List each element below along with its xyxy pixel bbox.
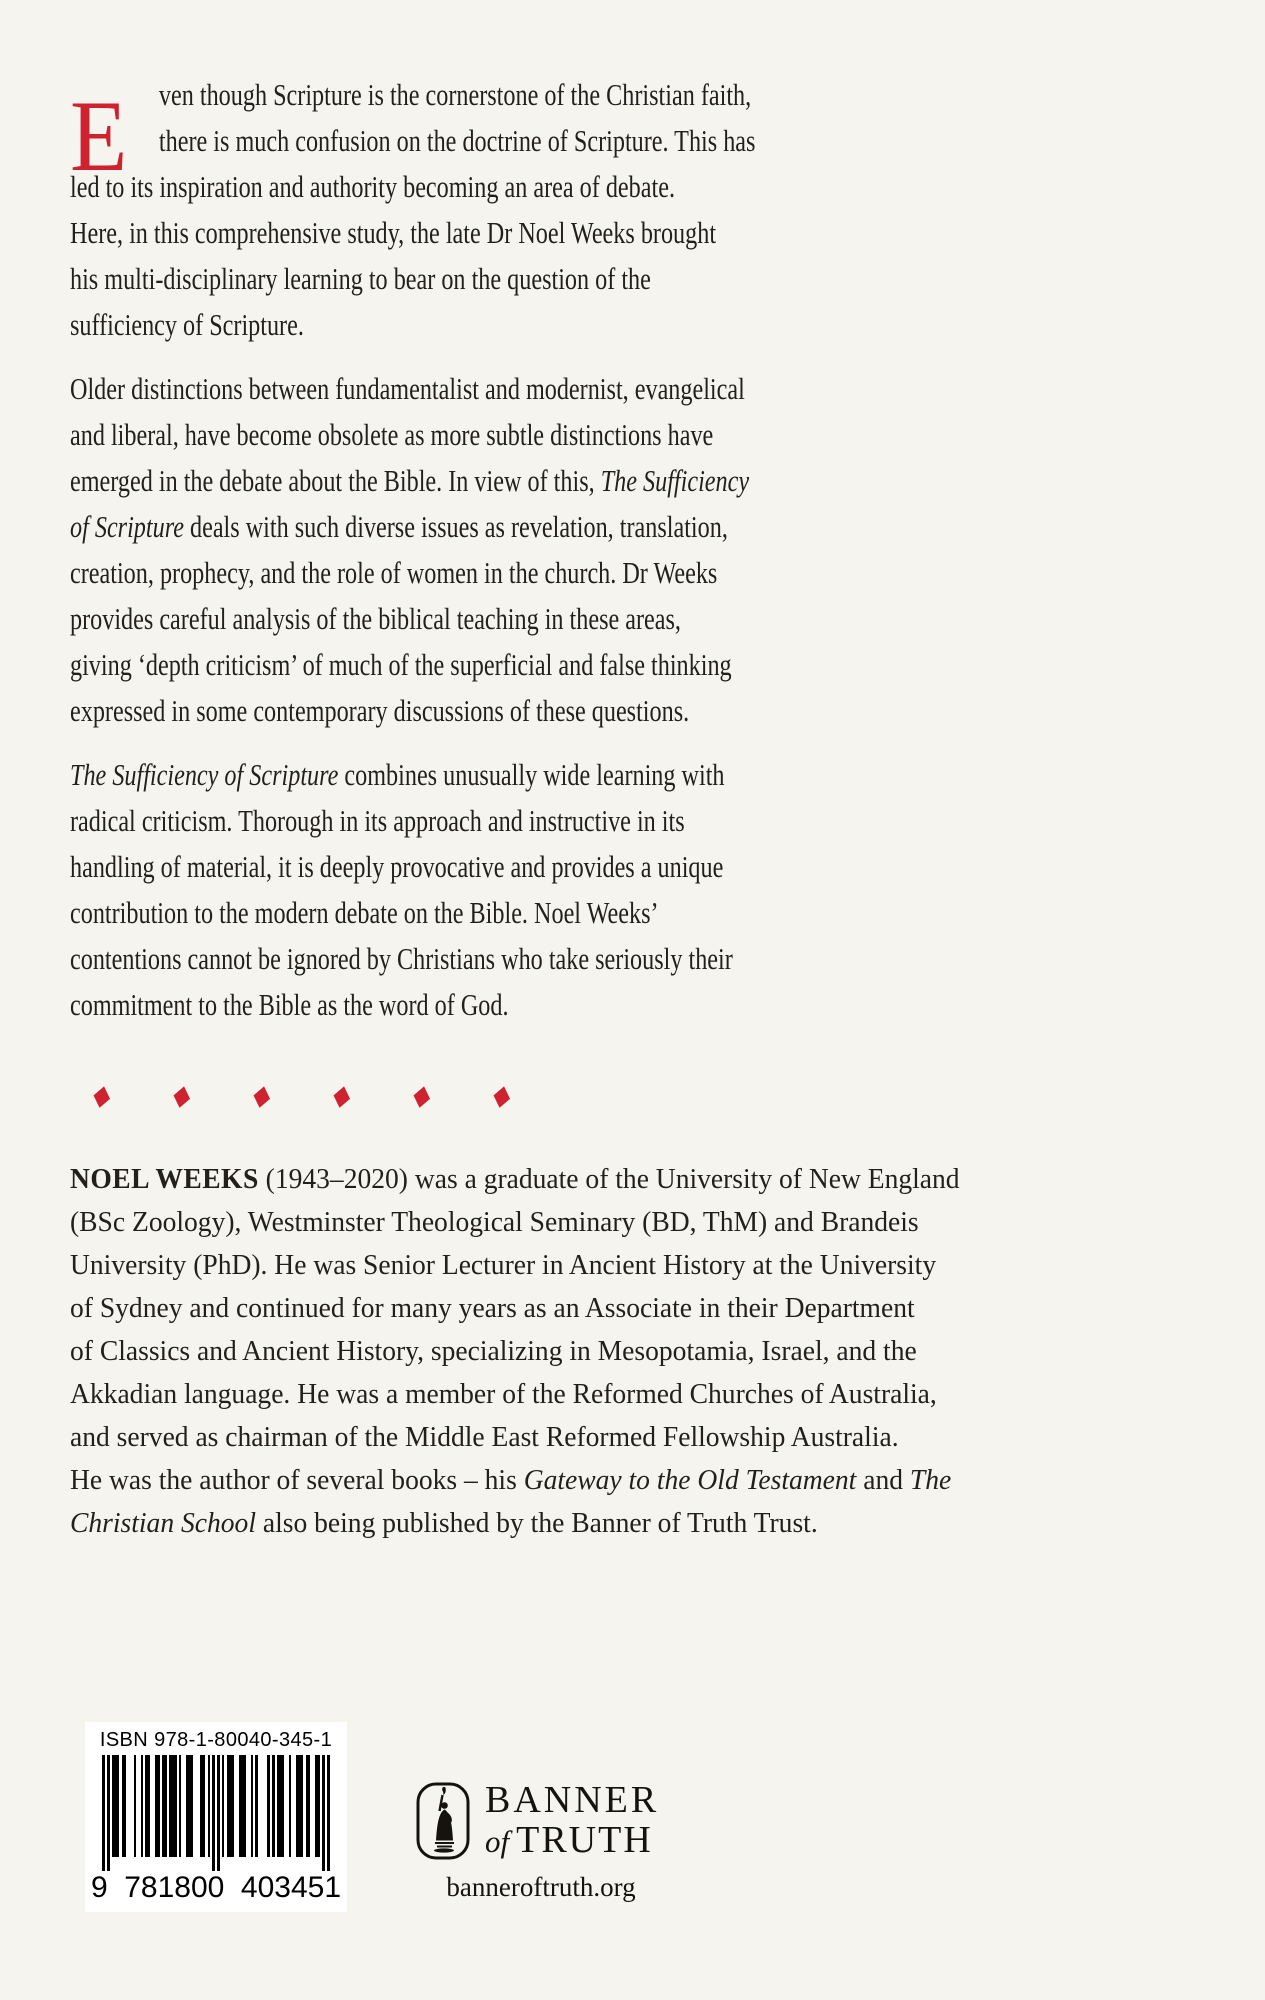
text-line (70, 366, 881, 412)
text-run: Older distinctions between fundamentalist and modernist, evangelical (70, 371, 745, 406)
italic-text-run: The Sufficiency of Scripture (70, 757, 339, 792)
text-run: and liberal, have become obsolete as more subtle distinctions have (70, 417, 714, 452)
text-line (70, 210, 881, 256)
diamond-ornament-row (84, 1078, 518, 1119)
diamond-icon: ♦ (324, 1078, 359, 1119)
text-line (70, 1244, 1115, 1287)
text-line (70, 642, 881, 688)
italic-text-run: The (909, 1464, 952, 1496)
text-line (70, 302, 881, 348)
text-line (70, 1158, 1115, 1201)
barcode-digit-group: 9 (91, 1871, 108, 1904)
paragraph (70, 366, 881, 734)
italic-text-run: of Scripture (70, 509, 184, 544)
text-run: deals with such diverse issues as revelation, translation, (183, 509, 728, 544)
text-run: contribution to the modern debate on the Bible. Noel Weeks’ (70, 895, 659, 930)
text-run: handling of material, it is deeply provocative and provides a unique (70, 849, 724, 884)
text-line (70, 550, 881, 596)
italic-text-run: The Sufficiency (600, 463, 750, 498)
text-line (70, 412, 881, 458)
isbn-label: ISBN 978-1-80040-345-1 (99, 1729, 333, 1751)
paragraph (70, 72, 881, 348)
text-line (70, 596, 881, 642)
text-run: giving ‘depth criticism’ of much of the superficial and false thinking (70, 647, 732, 682)
publisher-name-of: of (485, 1824, 510, 1859)
barcode-bars (102, 1755, 329, 1871)
text-line (70, 504, 881, 550)
text-run: of Classics and Ancient History, specializing in Mesopotamia, Israel, and the (70, 1335, 917, 1367)
text-run: expressed in some contemporary discussions of these questions. (70, 693, 690, 728)
text-run: sufficiency of Scripture. (70, 307, 304, 342)
text-run: Akkadian language. He was a member of the Reformed Churches of Australia, (70, 1378, 937, 1410)
text-line (70, 1416, 1115, 1459)
text-run: and (856, 1464, 910, 1496)
text-line (70, 844, 881, 890)
text-run: emerged in the debate about the Bible. In view of this, (70, 463, 601, 498)
text-line (70, 1459, 1115, 1502)
text-run: (BSc Zoology), Westminster Theological Seminary (BD, ThM) and Brandeis (70, 1206, 919, 1238)
text-run: his multi-disciplinary learning to bear on the question of the (70, 261, 651, 296)
text-run: there is much confusion on the doctrine of Scripture. This has (158, 123, 756, 158)
text-line (70, 72, 881, 118)
text-run: He was the author of several books – his (70, 1464, 524, 1496)
text-line (70, 1201, 1115, 1244)
publisher-name-of-truth (485, 1820, 659, 1862)
text-run: and served as chairman of the Middle East Reformed Fellowship Australia. (70, 1421, 899, 1453)
text-run: of Sydney and continued for many years as an Associate in their Department (70, 1292, 915, 1324)
barcode-digit-group: 403451 (240, 1871, 341, 1904)
text-run: commitment to the Bible as the word of God. (70, 987, 509, 1022)
text-run: combines unusually wide learning with (338, 757, 725, 792)
publisher-block (416, 1780, 666, 1903)
text-run: radical criticism. Thorough in its approach and instructive in its (70, 803, 685, 838)
diamond-icon: ♦ (244, 1078, 279, 1119)
text-run: led to its inspiration and authority becoming an area of debate. (70, 169, 675, 204)
diamond-icon: ♦ (484, 1078, 518, 1119)
text-line (70, 752, 881, 798)
publisher-logo-row (416, 1780, 666, 1862)
diamond-icon: ♦ (404, 1078, 438, 1119)
publisher-website: banneroftruth.org (446, 1872, 636, 1902)
bold-text-run: NOEL WEEKS (70, 1163, 259, 1195)
barcode-digit-group: 781800 (124, 1871, 225, 1904)
italic-text-run: Christian School (70, 1507, 256, 1539)
text-line (70, 982, 881, 1028)
barcode-number (85, 1871, 347, 1905)
diamond-icon: ♦ (164, 1078, 199, 1119)
text-run: provides careful analysis of the biblical teaching in these areas, (70, 601, 681, 636)
drop-cap: E (70, 80, 128, 193)
text-line (70, 118, 881, 164)
text-run: contentions cannot be ignored by Christians who take seriously their (70, 941, 733, 976)
text-run: University (PhD). He was Senior Lecturer in Ancient History at the University (70, 1249, 937, 1281)
author-bio-section (70, 1158, 1115, 1545)
text-line (70, 1330, 1115, 1373)
publisher-name-banner: BANNER (485, 1779, 660, 1821)
text-run: also being published by the Banner of Truth Trust. (255, 1507, 818, 1539)
diamond-icon: ♦ (84, 1078, 119, 1119)
isbn-barcode (85, 1722, 347, 1912)
italic-text-run: Gateway to the Old Testament (523, 1464, 857, 1496)
banner-of-truth-logo-icon (416, 1782, 470, 1860)
paragraph (70, 752, 881, 1028)
description-section (70, 72, 881, 1046)
publisher-name-truth: TRUTH (516, 1819, 653, 1861)
text-line (70, 1287, 1115, 1330)
text-run: Here, in this comprehensive study, the late Dr Noel Weeks brought (70, 215, 717, 250)
publisher-name (485, 1780, 659, 1862)
text-line (70, 164, 881, 210)
text-run: ven though Scripture is the cornerstone of the Christian faith, (158, 77, 752, 112)
text-line (70, 256, 881, 302)
text-line (70, 1502, 1115, 1545)
text-run: creation, prophecy, and the role of women in the church. Dr Weeks (70, 555, 718, 590)
text-line (70, 1373, 1115, 1416)
text-run: (1943–2020) was a graduate of the University of New England (258, 1163, 960, 1195)
text-line (70, 458, 881, 504)
text-line (70, 798, 881, 844)
text-line (70, 688, 881, 734)
barcode-bar (327, 1755, 329, 1871)
text-line (70, 936, 881, 982)
text-line (70, 890, 881, 936)
